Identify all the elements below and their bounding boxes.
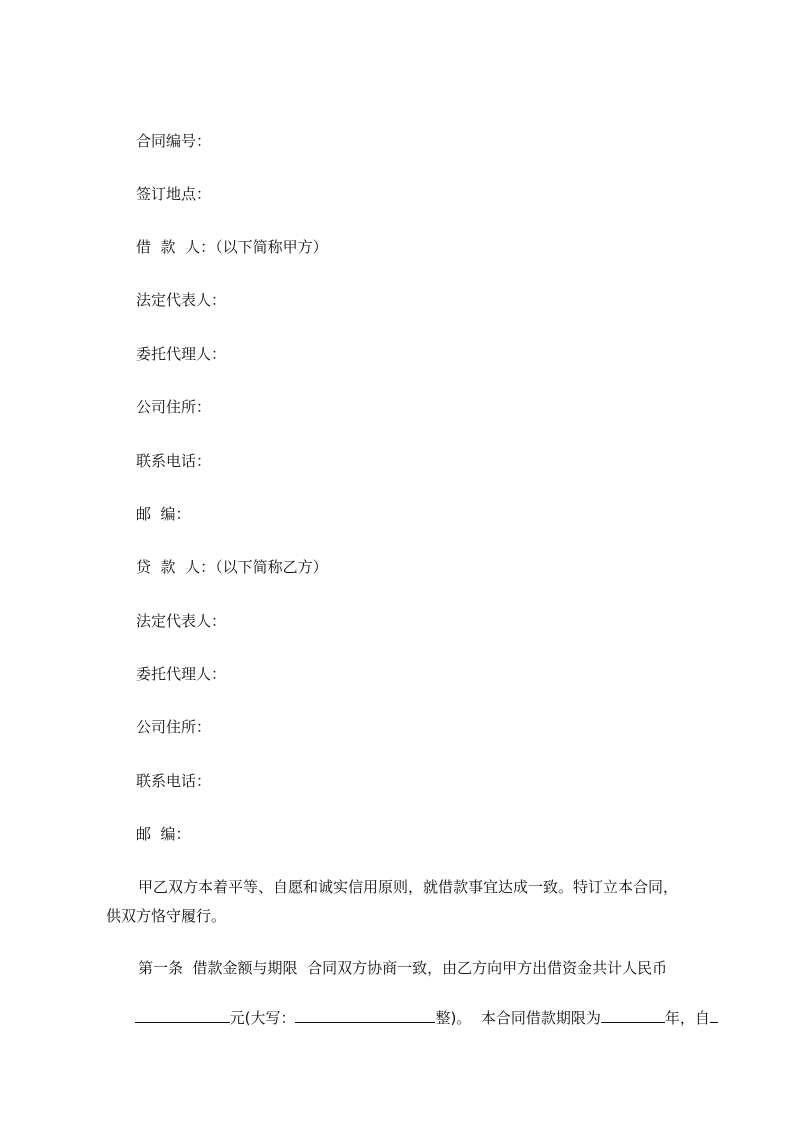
intro-paragraph	[106, 877, 696, 927]
lender-label: 贷 款 人：（以下简称乙方）	[136, 558, 328, 576]
start-date-blank	[710, 1007, 718, 1023]
amount-blank	[135, 1007, 230, 1023]
article-1-line-1: 第一条 借款金额与期限 合同双方协商一致，由乙方向甲方出借资金共计人民币	[138, 959, 668, 977]
intro-line-2: 供双方恪守履行。	[106, 907, 227, 925]
borrower-address-label: 公司住所：	[136, 398, 212, 416]
article-1-line-2	[106, 987, 718, 1048]
borrower-postcode-label: 邮 编：	[136, 505, 191, 523]
borrower-agent-label: 委托代理人：	[136, 345, 227, 363]
yuan-label: 元(大写：	[229, 1009, 296, 1027]
term-years-blank	[601, 1007, 665, 1023]
zheng-label: 整)。 本合同借款期限为	[435, 1009, 601, 1027]
borrower-phone-label: 联系电话：	[136, 452, 212, 470]
lender-legal-rep-label: 法定代表人：	[136, 612, 227, 630]
lender-address-label: 公司住所：	[136, 718, 212, 736]
lender-phone-label: 联系电话：	[136, 772, 212, 790]
intro-line-1: 甲乙双方本着平等、自愿和诚实信用原则，就借款事宜达成一致。特订立本合同，	[138, 878, 679, 896]
amount-words-blank	[295, 1007, 435, 1023]
lender-agent-label: 委托代理人：	[136, 665, 227, 683]
borrower-label: 借 款 人：（以下简称甲方）	[136, 238, 328, 256]
sign-place-label: 签订地点：	[136, 185, 212, 203]
lender-postcode-label: 邮 编：	[136, 825, 191, 843]
year-label: 年，自	[664, 1009, 710, 1027]
borrower-legal-rep-label: 法定代表人：	[136, 291, 227, 309]
contract-number-label: 合同编号：	[136, 132, 212, 150]
article-1-paragraph	[106, 958, 710, 1027]
